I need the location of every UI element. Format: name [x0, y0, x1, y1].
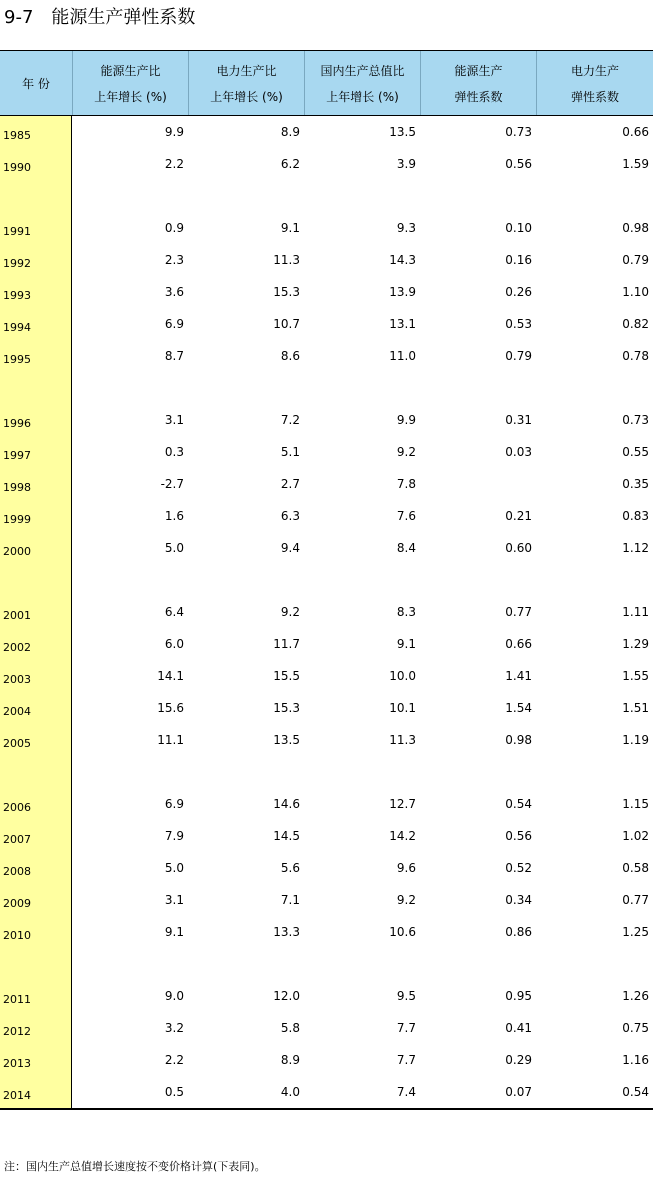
header-energy-elasticity — [420, 51, 536, 115]
value-cell: 0.10 — [505, 221, 532, 235]
value-cell: 9.1 — [396, 637, 416, 651]
value-cell: 0.35 — [622, 477, 649, 491]
table-row — [0, 436, 653, 468]
table-row — [0, 340, 653, 372]
year-cell: 2011 — [3, 992, 31, 1006]
year-cell: 2013 — [3, 1056, 31, 1070]
year-cell: 2006 — [3, 800, 31, 814]
value-cell: 1.51 — [622, 701, 649, 715]
value-cell: 9.9 — [396, 413, 416, 427]
value-cell: 0.73 — [622, 413, 649, 427]
value-cell: 13.5 — [273, 733, 300, 747]
table-row — [0, 308, 653, 340]
table-row — [0, 1076, 653, 1108]
value-cell: 10.1 — [389, 701, 416, 715]
value-cell: 0.95 — [505, 989, 532, 1003]
value-cell: 11.3 — [273, 253, 300, 267]
table-row — [0, 116, 653, 148]
year-cell: 2008 — [3, 864, 31, 878]
value-cell: 5.0 — [164, 541, 184, 555]
value-cell: 3.1 — [164, 413, 184, 427]
value-cell: 7.6 — [396, 509, 416, 523]
table-row — [0, 820, 653, 852]
year-cell: 2002 — [3, 640, 31, 654]
value-cell: 0.83 — [622, 509, 649, 523]
table-row — [0, 212, 653, 244]
year-cell: 2003 — [3, 672, 31, 686]
value-cell: 9.1 — [280, 221, 300, 235]
year-cell: 2007 — [3, 832, 31, 846]
value-cell: -2.7 — [160, 477, 184, 491]
value-cell: 1.16 — [622, 1053, 649, 1067]
header-year: 年 份 — [22, 76, 50, 91]
value-cell: 7.7 — [396, 1053, 416, 1067]
value-cell: 9.3 — [396, 221, 416, 235]
value-cell: 8.6 — [280, 349, 300, 363]
value-cell: 12.0 — [273, 989, 300, 1003]
value-cell: 1.54 — [505, 701, 532, 715]
table-row — [0, 628, 653, 660]
value-cell: 0.34 — [505, 893, 532, 907]
value-cell: 14.3 — [389, 253, 416, 267]
value-cell: 0.98 — [505, 733, 532, 747]
value-cell: 9.6 — [396, 861, 416, 875]
year-cell: 2000 — [3, 544, 31, 558]
value-cell: 8.9 — [280, 125, 300, 139]
table-body — [0, 116, 653, 1108]
value-cell: 0.60 — [505, 541, 532, 555]
value-cell: 0.78 — [622, 349, 649, 363]
year-cell: 1996 — [3, 416, 31, 430]
value-cell: 6.9 — [164, 797, 184, 811]
spacer-row — [0, 180, 653, 212]
value-cell: 1.25 — [622, 925, 649, 939]
value-cell: 1.59 — [622, 157, 649, 171]
value-cell: 0.54 — [505, 797, 532, 811]
value-cell: 6.9 — [164, 317, 184, 331]
value-cell: 2.2 — [164, 157, 184, 171]
value-cell: 0.73 — [505, 125, 532, 139]
value-cell: 2.7 — [280, 477, 300, 491]
header-line: 能源生产比 — [100, 63, 161, 78]
spacer-row — [0, 756, 653, 788]
table-row — [0, 916, 653, 948]
value-cell: 15.6 — [157, 701, 184, 715]
table-row — [0, 788, 653, 820]
value-cell: 2.2 — [164, 1053, 184, 1067]
value-cell: 6.0 — [164, 637, 184, 651]
value-cell: 3.6 — [164, 285, 184, 299]
header-line: 国内生产总值比 — [320, 63, 405, 78]
value-cell: 0.31 — [505, 413, 532, 427]
value-cell: 9.1 — [164, 925, 184, 939]
header-line: 弹性系数 — [570, 89, 619, 104]
value-cell: 11.1 — [157, 733, 184, 747]
value-cell: 14.5 — [273, 829, 300, 843]
value-cell: 8.4 — [396, 541, 416, 555]
table-row — [0, 404, 653, 436]
year-cell: 1993 — [3, 288, 31, 302]
value-cell: 0.79 — [505, 349, 532, 363]
value-cell: 10.7 — [273, 317, 300, 331]
value-cell: 0.03 — [505, 445, 532, 459]
page-title: 9-7 能源生产弹性系数 — [4, 7, 196, 28]
value-cell: 1.11 — [622, 605, 649, 619]
value-cell: 6.2 — [280, 157, 300, 171]
value-cell: 6.3 — [280, 509, 300, 523]
value-cell: 3.9 — [396, 157, 416, 171]
value-cell: 0.82 — [622, 317, 649, 331]
value-cell: 15.3 — [273, 701, 300, 715]
header-energy-growth — [72, 51, 188, 115]
value-cell: 1.15 — [622, 797, 649, 811]
table-row — [0, 500, 653, 532]
value-cell: 0.3 — [164, 445, 184, 459]
year-cell: 1997 — [3, 448, 31, 462]
value-cell: 0.86 — [505, 925, 532, 939]
value-cell: 0.77 — [505, 605, 532, 619]
year-cell: 2005 — [3, 736, 31, 750]
header-line: 上年增长 (%) — [326, 89, 399, 104]
value-cell: 7.9 — [164, 829, 184, 843]
header-gdp-growth — [304, 51, 420, 115]
value-cell: 13.1 — [389, 317, 416, 331]
value-cell: 0.56 — [505, 157, 532, 171]
year-cell: 1998 — [3, 480, 31, 494]
header-line: 上年增长 (%) — [94, 89, 167, 104]
table-row — [0, 276, 653, 308]
value-cell: 0.66 — [622, 125, 649, 139]
table-row — [0, 1012, 653, 1044]
value-cell: 1.12 — [622, 541, 649, 555]
value-cell: 7.8 — [396, 477, 416, 491]
value-cell: 0.56 — [505, 829, 532, 843]
value-cell: 0.77 — [622, 893, 649, 907]
value-cell: 8.9 — [280, 1053, 300, 1067]
value-cell: 7.7 — [396, 1021, 416, 1035]
table-bottom-rule — [0, 1108, 653, 1110]
table-row — [0, 532, 653, 564]
value-cell: 13.5 — [389, 125, 416, 139]
value-cell: 0.75 — [622, 1021, 649, 1035]
table-row — [0, 884, 653, 916]
table-row — [0, 1044, 653, 1076]
table-row — [0, 596, 653, 628]
table-row — [0, 692, 653, 724]
value-cell: 7.1 — [280, 893, 300, 907]
value-cell: 10.0 — [389, 669, 416, 683]
header-line: 上年增长 (%) — [210, 89, 283, 104]
value-cell: 15.3 — [273, 285, 300, 299]
year-cell: 1985 — [3, 128, 31, 142]
table-row — [0, 852, 653, 884]
value-cell: 1.6 — [164, 509, 184, 523]
value-cell: 3.2 — [164, 1021, 184, 1035]
table-row — [0, 148, 653, 180]
value-cell: 0.29 — [505, 1053, 532, 1067]
value-cell: 0.41 — [505, 1021, 532, 1035]
value-cell: 9.5 — [396, 989, 416, 1003]
year-cell: 2009 — [3, 896, 31, 910]
value-cell: 1.55 — [622, 669, 649, 683]
header-line: 电力生产 — [570, 63, 619, 78]
value-cell: 10.6 — [389, 925, 416, 939]
value-cell: 1.41 — [505, 669, 532, 683]
value-cell: 2.3 — [164, 253, 184, 267]
year-cell: 2012 — [3, 1024, 31, 1038]
spacer-row — [0, 564, 653, 596]
year-cell: 1992 — [3, 256, 31, 270]
year-cell: 2014 — [3, 1088, 31, 1102]
header-line: 电力生产比 — [216, 63, 277, 78]
spacer-row — [0, 372, 653, 404]
year-cell: 1990 — [3, 160, 31, 174]
year-cell: 1995 — [3, 352, 31, 366]
value-cell: 5.6 — [280, 861, 300, 875]
table-row — [0, 660, 653, 692]
year-cell: 2004 — [3, 704, 31, 718]
header-power-elasticity — [536, 51, 653, 115]
value-cell: 12.7 — [389, 797, 416, 811]
value-cell: 6.4 — [164, 605, 184, 619]
value-cell: 14.6 — [273, 797, 300, 811]
value-cell: 0.9 — [164, 221, 184, 235]
value-cell: 8.3 — [396, 605, 416, 619]
value-cell: 5.8 — [280, 1021, 300, 1035]
value-cell: 0.66 — [505, 637, 532, 651]
value-cell: 4.0 — [280, 1085, 300, 1099]
value-cell: 0.79 — [622, 253, 649, 267]
value-cell: 14.1 — [157, 669, 184, 683]
value-cell: 0.07 — [505, 1085, 532, 1099]
year-cell: 2001 — [3, 608, 31, 622]
data-table — [0, 50, 653, 1110]
value-cell: 1.02 — [622, 829, 649, 843]
value-cell: 14.2 — [389, 829, 416, 843]
value-cell: 1.26 — [622, 989, 649, 1003]
value-cell: 5.0 — [164, 861, 184, 875]
value-cell: 0.58 — [622, 861, 649, 875]
value-cell: 3.1 — [164, 893, 184, 907]
table-row — [0, 724, 653, 756]
value-cell: 0.16 — [505, 253, 532, 267]
table-row — [0, 244, 653, 276]
year-cell: 1999 — [3, 512, 31, 526]
value-cell: 5.1 — [280, 445, 300, 459]
value-cell: 9.9 — [164, 125, 184, 139]
value-cell: 0.98 — [622, 221, 649, 235]
year-cell: 2010 — [3, 928, 31, 942]
header-power-growth — [188, 51, 304, 115]
value-cell: 11.3 — [389, 733, 416, 747]
value-cell: 13.9 — [389, 285, 416, 299]
year-cell: 1994 — [3, 320, 31, 334]
value-cell: 0.5 — [164, 1085, 184, 1099]
value-cell: 13.3 — [273, 925, 300, 939]
value-cell: 7.2 — [280, 413, 300, 427]
value-cell: 9.0 — [164, 989, 184, 1003]
value-cell: 15.5 — [273, 669, 300, 683]
table-row — [0, 468, 653, 500]
value-cell: 0.55 — [622, 445, 649, 459]
year-cell: 1991 — [3, 224, 31, 238]
value-cell: 9.2 — [396, 893, 416, 907]
value-cell: 7.4 — [396, 1085, 416, 1099]
table-header — [0, 50, 653, 116]
value-cell: 0.53 — [505, 317, 532, 331]
value-cell: 1.29 — [622, 637, 649, 651]
value-cell: 8.7 — [164, 349, 184, 363]
value-cell: 0.26 — [505, 285, 532, 299]
value-cell: 11.0 — [389, 349, 416, 363]
value-cell: 1.19 — [622, 733, 649, 747]
header-line: 能源生产 — [454, 63, 503, 78]
value-cell: 11.7 — [273, 637, 300, 651]
table-row — [0, 980, 653, 1012]
value-cell: 1.10 — [622, 285, 649, 299]
header-line: 弹性系数 — [454, 89, 503, 104]
value-cell: 9.2 — [396, 445, 416, 459]
value-cell: 0.52 — [505, 861, 532, 875]
value-cell: 0.54 — [622, 1085, 649, 1099]
value-cell: 0.21 — [505, 509, 532, 523]
value-cell: 9.2 — [280, 605, 300, 619]
footnote: 注：国内生产总值增长速度按不变价格计算(下表同)。 — [4, 1160, 266, 1173]
spacer-row — [0, 948, 653, 980]
value-cell: 9.4 — [280, 541, 300, 555]
